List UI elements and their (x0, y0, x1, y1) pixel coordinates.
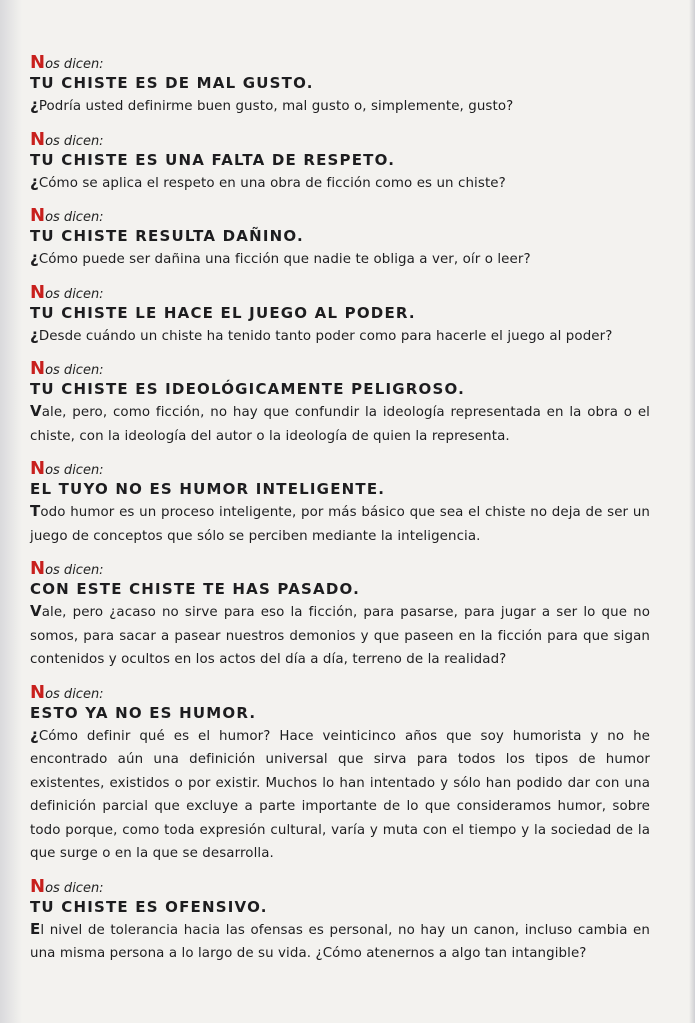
reply-text: ¿Cómo puede ser dañina una ficción que nadie te obliga a ver, oír o leer? (30, 249, 531, 267)
claim-heading: TU CHISTE LE HACE EL JUEGO AL PODER. (30, 303, 416, 322)
entry-ideologicamente-peligroso (30, 358, 650, 448)
drop-initial: N (30, 681, 46, 703)
drop-initial: N (30, 281, 46, 303)
claim-heading: TU CHISTE ES OFENSIVO. (30, 897, 268, 916)
nos-dicen-label: Nos dicen: (30, 281, 104, 303)
claim-heading: EL TUYO NO ES HUMOR INTELIGENTE. (30, 480, 386, 498)
entry-juego-poder (30, 281, 650, 349)
nos-dicen-label: Nos dicen: (30, 558, 104, 579)
drop-initial: N (30, 558, 46, 579)
reply-text: Vale, pero, como ficción, no hay que confundir la ideología representada en la obra o el chiste, con la ideología del autor o la ideología de quien la representa. (30, 402, 650, 444)
reply-text: ¿Desde cuándo un chiste ha tenido tanto poder como para hacerle el juego al poder? (30, 325, 613, 344)
reply-text: Vale, pero ¿acaso no sirve para eso la ficción, para pasarse, para jugar a ser lo que no somos, para sacar a pasear nuestros demonios y que paseen en la ficción para que sigan contenidos y ocultos en los actos del día a día, terreno de la realidad? (30, 602, 650, 667)
reply-text: ¿Podría usted definirme buen gusto, mal gusto o, simplemente, gusto? (30, 96, 514, 114)
reply-text: ¿Cómo definir qué es el humor? Hace veinticinco años que soy humorista y no he encontrado aún una definición universal que sirva para todos los tipos de humor existentes, existidos o por existir. Muchos lo han intentado y sólo han podido dar con una definición parcial que excluye a parte importante de lo que consideramos humor, sobre todo porque, como toda expresión cultural, varía y muta con el tiempo y la sociedad de la que surge o en la que se desarrolla. (30, 725, 650, 861)
page-gutter-shadow (0, 0, 22, 1023)
claim-heading: TU CHISTE ES UNA FALTA DE RESPETO. (30, 150, 396, 169)
entry-falta-respeto (30, 128, 650, 196)
nos-dicen-label: Nos dicen: (30, 875, 104, 897)
nos-dicen-label: Nos dicen: (30, 458, 104, 479)
reply-text: El nivel de tolerancia hacia las ofensas es personal, no hay un canon, incluso cambia en una misma persona a lo largo de su vida. ¿Cómo atenernos a algo tan intangible? (30, 919, 650, 961)
claim-heading: TU CHISTE ES IDEOLÓGICAMENTE PELIGROSO. (30, 380, 466, 398)
drop-initial: N (30, 875, 46, 897)
drop-initial: N (30, 52, 46, 73)
entry-humor-inteligente (30, 458, 650, 548)
nos-dicen-label: Nos dicen: (30, 681, 104, 703)
reply-text: ¿Cómo se aplica el respeto en una obra de ficción como es un chiste? (30, 172, 506, 191)
claim-heading: TU CHISTE RESULTA DAÑINO. (30, 227, 304, 245)
nos-dicen-label: Nos dicen: (30, 205, 104, 226)
claim-heading: CON ESTE CHISTE TE HAS PASADO. (30, 580, 361, 598)
book-page (30, 52, 650, 966)
nos-dicen-label: Nos dicen: (30, 128, 104, 150)
drop-initial: N (30, 458, 46, 479)
nos-dicen-label: Nos dicen: (30, 52, 104, 73)
entry-ofensivo (30, 875, 650, 966)
drop-initial: N (30, 205, 46, 226)
drop-initial: N (30, 128, 46, 150)
entry-mal-gusto (30, 52, 650, 119)
reply-text: Todo humor es un proceso inteligente, por más básico que sea el chiste no deja de ser un juego de conceptos que sólo se perciben mediante la inteligencia. (30, 502, 650, 544)
drop-initial: N (30, 358, 46, 379)
entry-no-es-humor (30, 681, 650, 866)
entry-danino (30, 205, 650, 272)
claim-heading: ESTO YA NO ES HUMOR. (30, 703, 257, 722)
entry-te-has-pasado (30, 558, 650, 672)
nos-dicen-label: Nos dicen: (30, 358, 104, 379)
page-edge-shadow (689, 0, 695, 1023)
claim-heading: TU CHISTE ES DE MAL GUSTO. (30, 74, 314, 92)
